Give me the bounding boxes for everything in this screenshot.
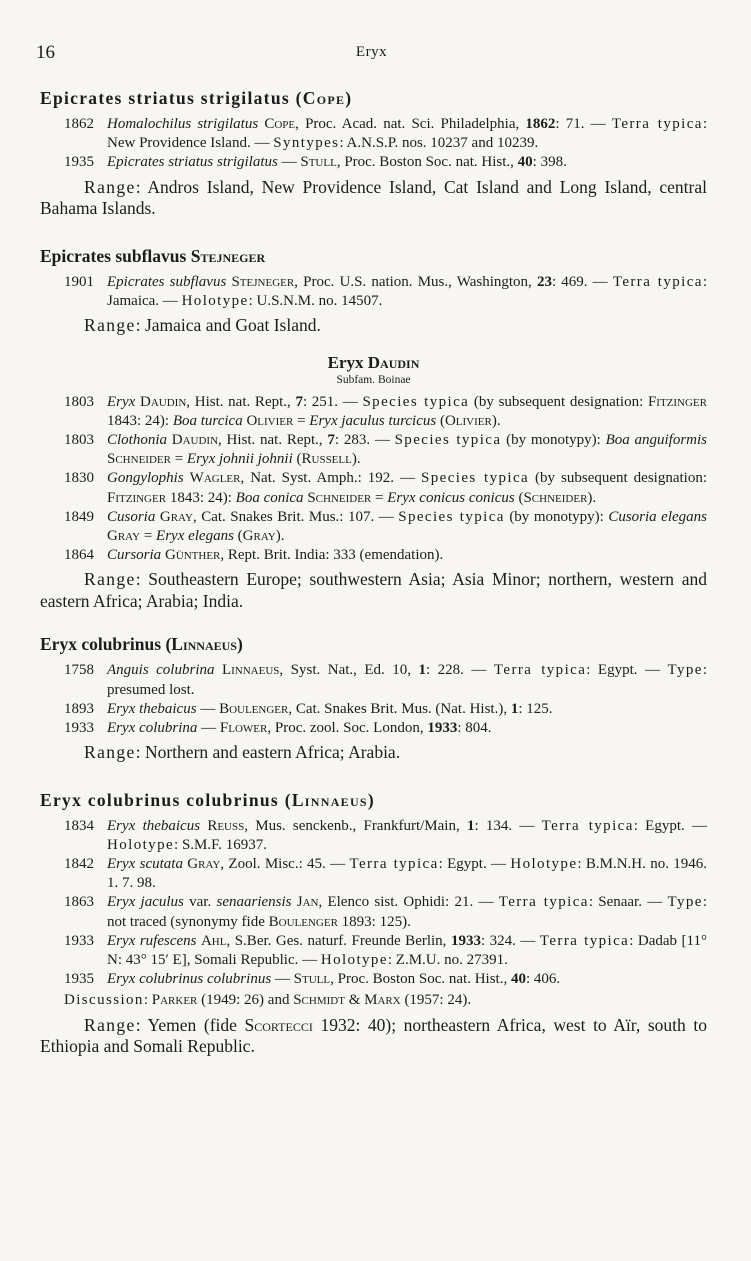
synonymy-list — [40, 273, 707, 311]
range-text: Jamaica and Goat Island. — [144, 315, 321, 336]
synonymy-entry — [40, 115, 707, 153]
range-paragraph: Range: Jamaica and Goat Island. — [84, 315, 321, 336]
range-text: Southeastern Europe; southwestern Asia; Asia Minor; northern, western and eastern Africa; Arabia; India. — [40, 569, 707, 611]
synonymy-entry — [40, 719, 707, 738]
running-head: Eryx — [355, 44, 388, 60]
range-label: Range — [84, 569, 136, 590]
entry-year: 1849 — [64, 508, 94, 525]
taxon-eryx-colubrinus-colubrinus — [40, 788, 707, 1058]
genus-author: Daudin — [367, 352, 420, 372]
taxon-epicrates-subflavus — [40, 244, 707, 337]
entry-citation: Eryx thebaicus — Boulenger, Cat. Snakes Brit. Mus. (Nat. Hist.), 1: 125. — [107, 700, 553, 717]
entry-citation: Homalochilus strigilatus Cope, Proc. Acad. nat. Sci. Philadelphia, 1862: 71. — Terra typica: New Providence Island. — Syntypes: A.N.S.P. nos. 10237 and 10239. — [107, 116, 708, 152]
taxon-name: Eryx colubrinus — [40, 634, 162, 655]
entry-citation: Eryx colubrina — Flower, Proc. zool. Soc. London, 1933: 804. — [107, 719, 492, 736]
entry-citation: Cursoria Günther, Rept. Brit. India: 333 (emendation). — [107, 547, 444, 564]
taxon-heading — [40, 86, 707, 110]
synonymy-entry — [40, 153, 707, 172]
range-label: Range — [84, 176, 136, 197]
entry-year: 1758 — [64, 662, 94, 679]
range-text: Northern and eastern Africa; Arabia. — [144, 742, 401, 763]
synonymy-entry — [40, 893, 707, 931]
entry-year: 1901 — [64, 273, 94, 290]
taxon-eryx-colubrinus — [40, 632, 707, 763]
synonymy-list — [40, 661, 707, 738]
entry-year: 1803 — [64, 393, 94, 410]
entry-citation: Eryx colubrinus colubrinus — Stull, Proc. Boston Soc. nat. Hist., 40: 406. — [107, 971, 561, 988]
entry-citation: Eryx Daudin, Hist. nat. Rept., 7: 251. — Species typica (by subsequent designation: Fitzinger 1843: 24): Boa turcica Olivier = Eryx jaculus turcicus (Olivier). — [107, 393, 707, 429]
entry-citation: Clothonia Daudin, Hist. nat. Rept., 7: 283. — Species typica (by monotypy): Boa anguiformis Schneider = Eryx johnii johnii (Russell). — [107, 431, 708, 468]
entry-citation: Eryx rufescens Ahl, S.Ber. Ges. naturf. Freunde Berlin, 1933: 324. — Terra typica: Dadab [11° N: 43° 15′ E], Somali Republic. — Holotype: Z.M.U. no. 27391. — [107, 932, 707, 969]
range-label: Range — [84, 315, 136, 336]
discussion-text: Parker (1949: 26) and Schmidt & Marx (1957: 24). — [151, 992, 472, 1009]
entry-year: 1863 — [64, 894, 94, 911]
synonymy-entry — [40, 970, 707, 989]
taxon-author: (Cope) — [295, 88, 353, 108]
taxon-author: (Linnaeus) — [284, 789, 376, 810]
synonymy-entry — [40, 508, 707, 546]
synonymy-entry — [40, 700, 707, 719]
synonymy-list — [40, 393, 707, 566]
range-label: Range — [84, 1014, 136, 1035]
synonymy-entry — [40, 393, 707, 431]
discussion-label: Discussion — [64, 992, 144, 1009]
entry-citation: Eryx scutata Gray, Zool. Misc.: 45. — Terra typica: Egypt. — Holotype: B.M.N.H. no. 1946. 1. 7. 98. — [107, 856, 708, 892]
genus-name: Eryx — [327, 352, 364, 372]
entry-citation: Gongylophis Wagler, Nat. Syst. Amph.: 192. — Species typica (by subsequent designation: Fitzinger 1843: 24): Boa conica Schneider = Eryx conicus conicus (Schneider). — [107, 470, 707, 506]
taxon-heading — [40, 244, 707, 268]
synonymy-entry — [40, 932, 707, 970]
synonymy-entry — [40, 469, 707, 507]
taxon-name: Epicrates striatus strigilatus — [40, 88, 290, 108]
subfamily-label: Subfam. Boinae — [336, 373, 411, 386]
synonymy-entry — [40, 431, 707, 469]
range-paragraph: Range: Andros Island, New Providence Island, Cat Island and Long Island, central Bahama Islands. — [40, 176, 707, 219]
entry-year: 1803 — [64, 431, 94, 448]
synonymy-entry — [40, 661, 707, 699]
genus-heading — [40, 351, 707, 375]
entry-citation: Epicrates striatus strigilatus — Stull, Proc. Boston Soc. nat. Hist., 40: 398. — [107, 154, 567, 171]
entry-citation: Eryx thebaicus Reuss, Mus. senckenb., Frankfurt/Main, 1: 134. — Terra typica: Egypt. — Holotype: S.M.F. 16937. — [107, 817, 708, 853]
taxon-epicrates-striatus-strigilatus — [40, 86, 707, 220]
taxon-heading — [40, 632, 707, 656]
range-text: Andros Island, New Providence Island, Cat Island and Long Island, central Bahama Islands. — [40, 176, 707, 219]
page-content — [40, 86, 707, 1058]
synonymy-entry — [40, 817, 707, 855]
genus-eryx — [40, 351, 707, 613]
entry-year: 1834 — [64, 817, 94, 834]
entry-citation: Anguis colubrina Linnaeus, Syst. Nat., Ed. 10, 1: 228. — Terra typica: Egypt. — Type: presumed lost. — [107, 662, 707, 698]
taxon-heading — [40, 788, 707, 812]
discussion-paragraph: Discussion: Parker (1949: 26) and Schmidt & Marx (1957: 24). — [64, 992, 472, 1009]
range-label: Range — [84, 742, 136, 763]
page-header — [36, 42, 707, 66]
entry-year: 1933 — [64, 719, 94, 736]
entry-year: 1864 — [64, 547, 94, 564]
synonymy-entry — [40, 546, 707, 565]
range-paragraph: Range: Yemen (fide Scortecci 1932: 40); northeastern Africa, west to Aïr, south to Ethiopia and Somali Republic. — [40, 1014, 707, 1057]
taxon-author: (Linnaeus) — [165, 634, 243, 655]
entry-year: 1935 — [64, 971, 94, 988]
range-paragraph: Range: Northern and eastern Africa; Arabia. — [84, 742, 401, 763]
entry-year: 1893 — [64, 700, 94, 717]
entry-year: 1862 — [64, 116, 94, 132]
taxon-author: Stejneger — [190, 245, 266, 266]
entry-citation: Epicrates subflavus Stejneger, Proc. U.S. nation. Mus., Washington, 23: 469. — Terra typica: Jamaica. — Holotype: U.S.N.M. no. 14507. — [107, 273, 708, 309]
entry-year: 1842 — [64, 856, 94, 873]
synonymy-list — [40, 115, 707, 173]
synonymy-entry — [40, 273, 707, 311]
taxon-name: Epicrates subflavus — [40, 245, 187, 266]
entry-citation: Cusoria Gray, Cat. Snakes Brit. Mus.: 107. — Species typica (by monotypy): Cusoria elegans Gray = Eryx elegans (Gray). — [107, 508, 708, 544]
synonymy-entry — [40, 855, 707, 893]
page-number: 16 — [36, 42, 55, 63]
range-paragraph: Range: Southeastern Europe; southwestern Asia; Asia Minor; northern, western and eastern Africa; Arabia; India. — [40, 569, 707, 611]
entry-year: 1935 — [64, 154, 94, 171]
entry-year: 1933 — [64, 932, 94, 949]
range-text: Yemen (fide Scortecci 1932: 40); northeastern Africa, west to Aïr, south to Ethiopia and Somali Republic. — [40, 1014, 707, 1057]
taxon-name: Eryx colubrinus colubrinus — [40, 789, 279, 810]
entry-citation: Eryx jaculus var. senaariensis Jan, Elenco sist. Ophidi: 21. — Terra typica: Senaar. — Type: not traced (synonymy fide Boulenger 1893: 125). — [107, 894, 708, 930]
synonymy-list — [40, 817, 707, 990]
entry-year: 1830 — [64, 470, 94, 487]
